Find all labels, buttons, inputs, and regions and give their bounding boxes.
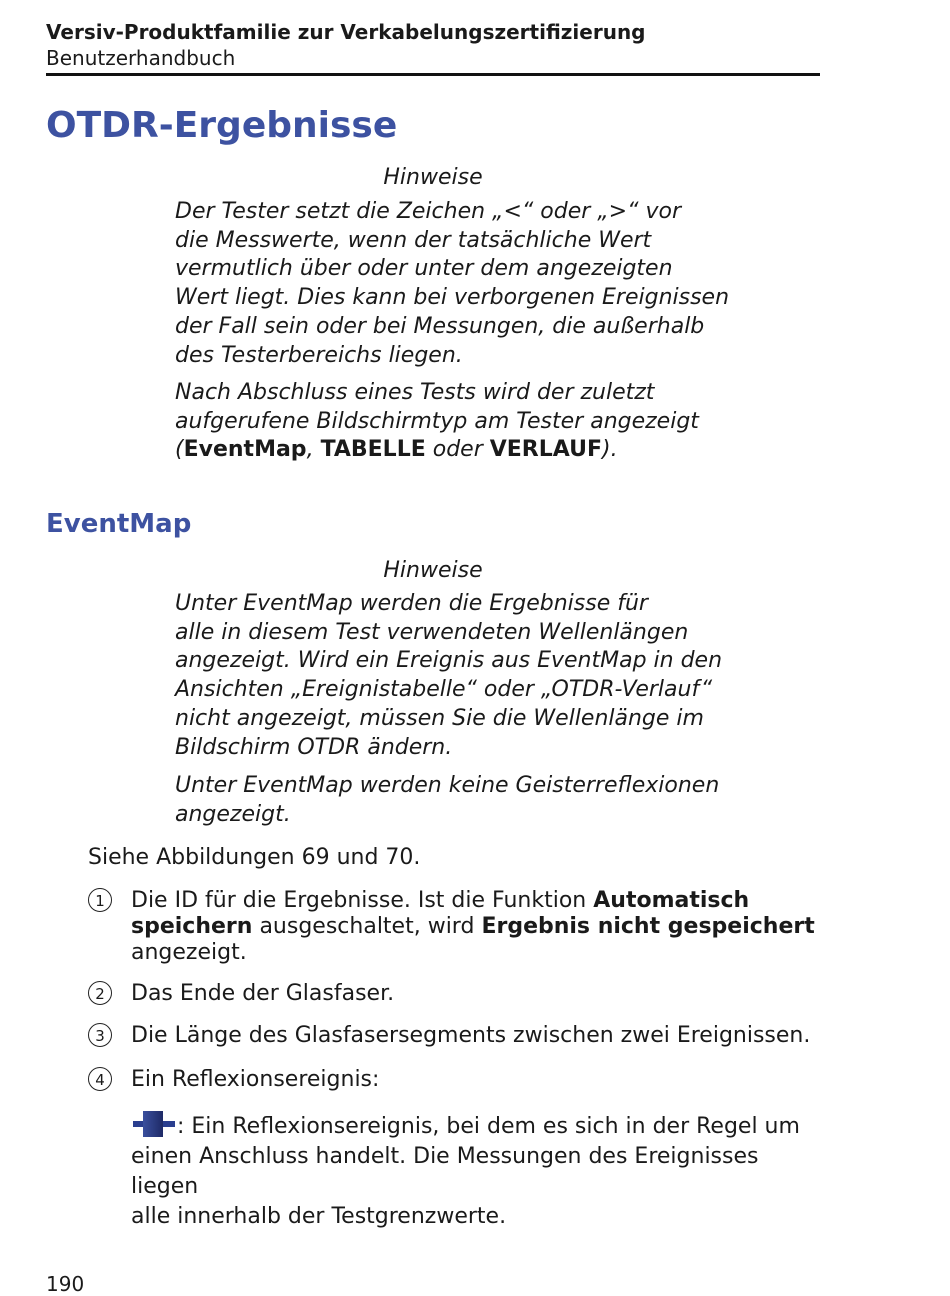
note-line: Ansichten „Ereignistabelle“ oder „OTDR-Verlauf“ xyxy=(175,677,713,703)
list-item-text: Das Ende der Glasfaser. xyxy=(131,981,395,1006)
note-paragraph xyxy=(175,590,805,762)
reflective-event-icon xyxy=(131,1111,177,1137)
note-line: die Messwerte, wenn der tatsächliche Wert xyxy=(175,227,652,253)
message-name: Ergebnis nicht gespeichert xyxy=(481,914,815,939)
note-line: vermutlich über oder unter dem angezeigten xyxy=(175,256,673,282)
screen-name-trace: VERLAUF xyxy=(489,437,603,463)
description-line: einen Anschluss handelt. Die Messungen des Ereignisses liegen xyxy=(131,1144,759,1199)
note-line: angezeigt. xyxy=(175,801,291,827)
function-name: speichern xyxy=(131,914,253,939)
note-line: (EventMap, TABELLE oder VERLAUF). xyxy=(175,437,618,463)
note-line: Der Tester setzt die Zeichen „<“ oder „>“ vor xyxy=(175,199,682,224)
see-figures-text: Siehe Abbildungen 69 und 70. xyxy=(88,845,421,870)
note-line: Unter EventMap werden keine Geisterreflexionen xyxy=(175,773,720,798)
screen-name-eventmap: EventMap xyxy=(183,437,307,463)
doc-header-title: Versiv-Produktfamilie zur Verkabelungszertifizierung xyxy=(46,20,646,44)
circled-number: 3 xyxy=(88,1023,112,1047)
list-item xyxy=(88,1023,828,1051)
notes-title: Hinweise xyxy=(383,165,483,190)
list-item xyxy=(88,1067,828,1095)
note-line: aufgerufene Bildschirmtyp am Tester angezeigt xyxy=(175,408,699,434)
list-item xyxy=(88,981,828,1009)
note-line: Bildschirm OTDR ändern. xyxy=(175,734,453,760)
note-line: alle in diesem Test verwendeten Wellenlängen xyxy=(175,619,689,645)
note-line: der Fall sein oder bei Messungen, die außerhalb xyxy=(175,313,705,339)
section-heading-otdr-results: OTDR-Ergebnisse xyxy=(46,105,398,146)
page-number: 190 xyxy=(46,1272,85,1296)
list-item xyxy=(88,888,828,968)
note-line: angezeigt. Wird ein Ereignis aus EventMap in den xyxy=(175,648,723,674)
screen-name-table: TABELLE xyxy=(320,437,426,463)
note-line: nicht angezeigt, müssen Sie die Wellenlänge im xyxy=(175,705,704,731)
list-item-text: Ein Reflexionsereignis: xyxy=(131,1067,380,1092)
circled-number: 4 xyxy=(88,1067,112,1091)
doc-header-subtitle: Benutzerhandbuch xyxy=(46,46,236,70)
note-paragraph xyxy=(175,198,805,370)
note-line: Nach Abschluss eines Tests wird der zuletzt xyxy=(175,380,655,405)
note-paragraph xyxy=(175,772,805,829)
note-line: Unter EventMap werden die Ergebnisse für xyxy=(175,591,648,616)
note-paragraph xyxy=(175,379,805,465)
section-heading-eventmap: EventMap xyxy=(46,509,192,539)
description-line: : Ein Reflexionsereignis, bei dem es sich in der Regel um xyxy=(131,1111,831,1142)
circled-number: 1 xyxy=(88,888,112,912)
circled-number: 2 xyxy=(88,981,112,1005)
function-name: Automatisch xyxy=(593,888,750,913)
list-item-text: Die Länge des Glasfasersegments zwischen zwei Ereignissen. xyxy=(131,1023,811,1048)
note-line: des Testerbereichs liegen. xyxy=(175,342,463,368)
notes-title: Hinweise xyxy=(383,558,483,583)
description-line: alle innerhalb der Testgrenzwerte. xyxy=(131,1204,507,1229)
header-rule xyxy=(46,73,820,76)
note-line: Wert liegt. Dies kann bei verborgenen Ereignissen xyxy=(175,285,730,311)
reflective-event-description xyxy=(131,1111,831,1232)
list-item-text: Die ID für die Ergebnisse. Ist die Funktion Automatisch speichern ausgeschaltet, wird Ergebnis nicht gespeichert angezeigt. xyxy=(131,888,815,965)
